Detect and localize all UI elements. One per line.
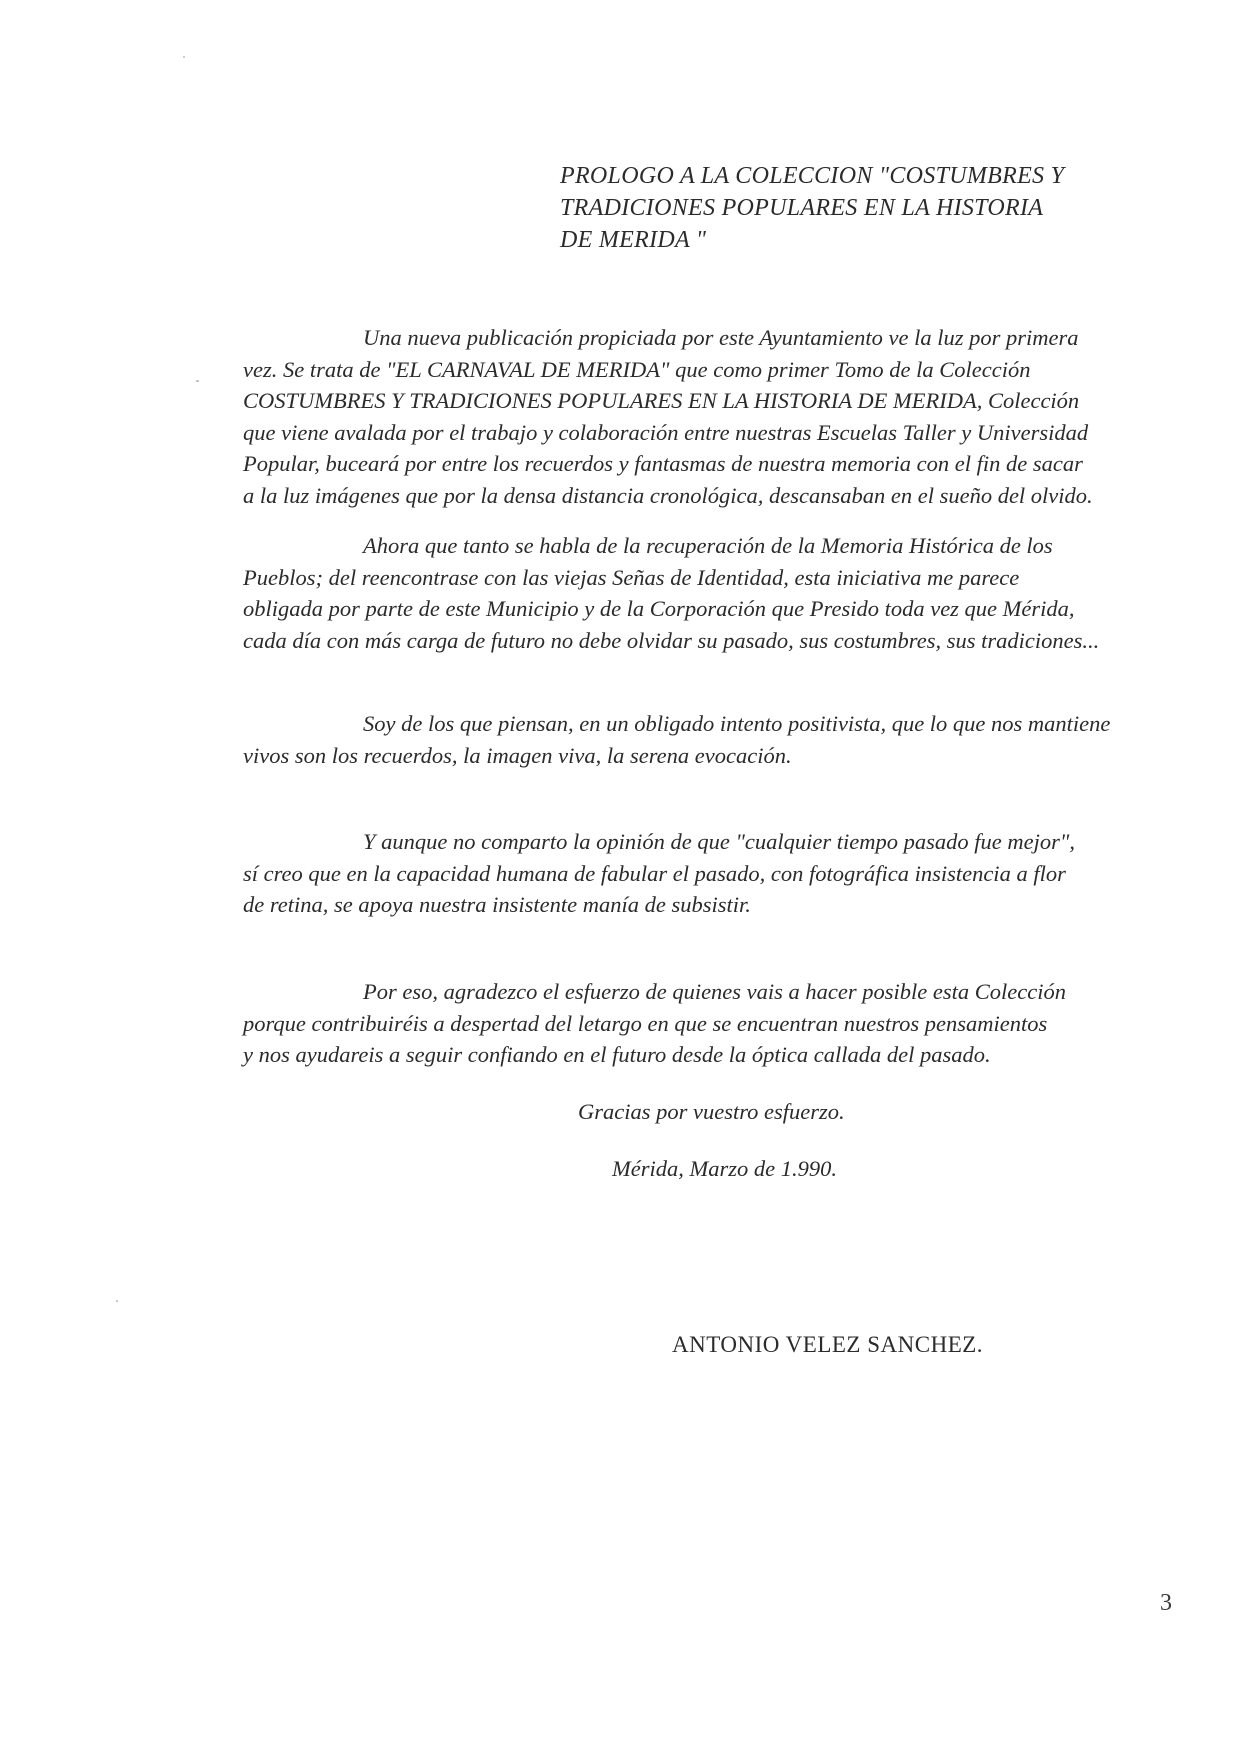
title-line: DE MERIDA ": [560, 227, 707, 253]
paragraph-line: vez. Se trata de "EL CARNAVAL DE MERIDA" que como primer Tomo de la Colección: [243, 356, 1031, 382]
paragraph-line: Por eso, agradezco el esfuerzo de quienes vais a hacer posible esta Colección: [363, 979, 1066, 1004]
scan-speck: [196, 380, 199, 382]
paragraph-line: Popular, buceará por entre los recuerdos y fantasmas de nuestra memoria con el fin de sacar: [243, 451, 1083, 476]
scan-speck: [183, 56, 185, 58]
paragraph-historical-memory: [243, 530, 1119, 656]
paragraph-line: cada día con más carga de futuro no debe olvidar su pasado, sus costumbres, sus tradiciones...: [243, 627, 1100, 653]
title-line: PROLOGO A LA COLECCION "COSTUMBRES Y: [560, 163, 1065, 189]
paragraph-past-times: [243, 826, 1119, 921]
paragraph-line: Una nueva publicación propiciada por este Ayuntamiento ve la luz por primera: [363, 325, 1079, 350]
paragraph-new-publication: [243, 322, 1119, 511]
paragraph-line: Pueblos; del reencontrase con las viejas Señas de Identidad, esta iniciativa me parece: [243, 564, 1020, 590]
closing-thanks: Gracias por vuestro esfuerzo.: [578, 1099, 845, 1124]
paragraph-line: porque contribuiréis a despertad del letargo en que se encuentran nuestros pensamientos: [243, 1010, 1048, 1036]
document-title: [560, 160, 1120, 256]
paragraph-line: Ahora que tanto se habla de la recuperación de la Memoria Histórica de los: [363, 533, 1053, 558]
scan-speck: [116, 1300, 118, 1302]
signature-name: ANTONIO VELEZ SANCHEZ.: [672, 1332, 984, 1357]
paragraph-line: Soy de los que piensan, en un obligado intento positivista, que lo que nos mantiene: [363, 711, 1111, 736]
page-number: 3: [1160, 1590, 1172, 1616]
paragraph-line: vivos son los recuerdos, la imagen viva, la serena evocación.: [243, 742, 792, 768]
paragraph-line: de retina, se apoya nuestra insistente manía de subsistir.: [243, 892, 751, 917]
paragraph-line: obligada por parte de este Municipio y de la Corporación que Presido toda vez que Mérida,: [243, 596, 1075, 621]
paragraph-line: Y aunque no comparto la opinión de que "cualquier tiempo pasado fue mejor",: [363, 829, 1075, 854]
paragraph-gratitude: [243, 976, 1119, 1071]
paragraph-line: a la luz imágenes que por la densa distancia cronológica, descansaban en el sueño del olvido.: [243, 482, 1093, 508]
paragraph-memories: [243, 708, 1119, 771]
paragraph-line: y nos ayudareis a seguir confiando en el futuro desde la óptica callada del pasado.: [243, 1042, 991, 1067]
paragraph-line: que viene avalada por el trabajo y colaboración entre nuestras Escuelas Taller y Universidad: [243, 419, 1089, 445]
paragraph-line: COSTUMBRES Y TRADICIONES POPULARES EN LA HISTORIA DE MERIDA, Colección: [243, 388, 1080, 413]
place-and-date: Mérida, Marzo de 1.990.: [612, 1156, 837, 1181]
title-line: TRADICIONES POPULARES EN LA HISTORIA: [560, 195, 1044, 221]
paragraph-line: sí creo que en la capacidad humana de fabular el pasado, con fotográfica insistencia a flor: [243, 860, 1066, 886]
